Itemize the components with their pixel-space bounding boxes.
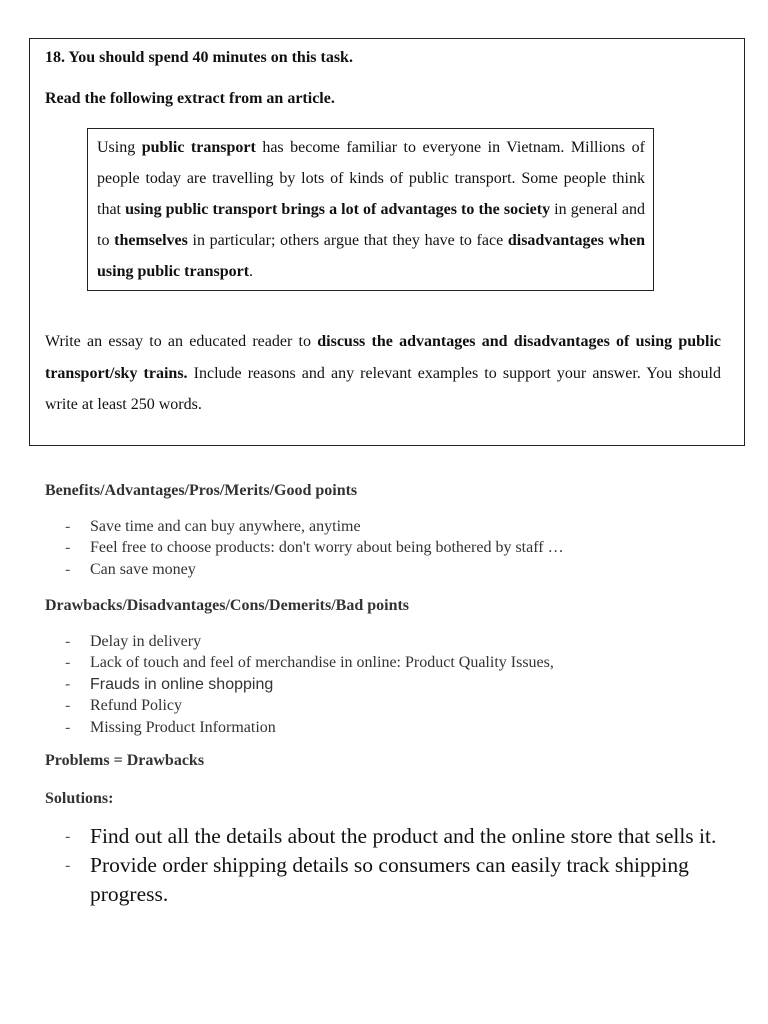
prompt-run: Include reasons and any relevant examples to support your answer. You should write at least 250 words.: [45, 364, 722, 413]
list-item: - Feel free to choose products: don't worry about being bothered by staff …: [65, 537, 564, 558]
article-extract: [87, 128, 654, 291]
drawbacks-list: [65, 631, 554, 738]
list-item: - Lack of touch and feel of merchandise in online: Product Quality Issues,: [65, 652, 554, 673]
list-item: - Save time and can buy anywhere, anytime: [65, 516, 564, 537]
list-item: - Provide order shipping details so consumers can easily track shipping progress.: [65, 851, 735, 909]
list-item: - Find out all the details about the product and the online store that sells it.: [65, 822, 735, 851]
extract-run: .: [249, 263, 254, 280]
extract-run-bold: using public transport brings a lot of advantages to the society: [125, 201, 551, 218]
extract-run: Using: [97, 139, 142, 156]
prompt-run-bold: discuss the advantages and disadvantages of using public transport/sky trains.: [45, 333, 722, 382]
task-instruction: 18. You should spend 40 minutes on this task.: [45, 49, 353, 66]
list-item: - Can save money: [65, 559, 564, 580]
solutions-list: [65, 822, 735, 909]
extract-run: has become familiar to everyone in Vietnam. Millions of people today are travelling by lots of kinds of public transport. Some people think that: [97, 139, 645, 218]
problems-line: Problems = Drawbacks: [45, 752, 205, 769]
list-item: - Missing Product Information: [65, 717, 554, 738]
extract-run-bold: disadvantages when using public transport: [97, 232, 645, 280]
task-box: [29, 38, 745, 446]
read-prompt: Read the following extract from an article.: [45, 90, 335, 107]
list-item: - Frauds in online shopping: [65, 674, 554, 695]
drawbacks-title: Drawbacks/Disadvantages/Cons/Demerits/Bad points: [45, 597, 410, 614]
list-item: - Delay in delivery: [65, 631, 554, 652]
solutions-title: Solutions:: [45, 790, 114, 807]
extract-run: in general and to: [97, 201, 645, 249]
prompt-run: Write an essay to an educated reader to: [45, 333, 318, 350]
benefits-title: Benefits/Advantages/Pros/Merits/Good points: [45, 482, 358, 499]
list-item: - Refund Policy: [65, 695, 554, 716]
benefits-list: [65, 516, 564, 580]
extract-run: in particular; others argue that they have to face: [187, 232, 508, 249]
extract-run-bold: themselves: [114, 232, 188, 249]
extract-run-bold: public transport: [141, 139, 256, 156]
essay-prompt: [45, 326, 721, 421]
